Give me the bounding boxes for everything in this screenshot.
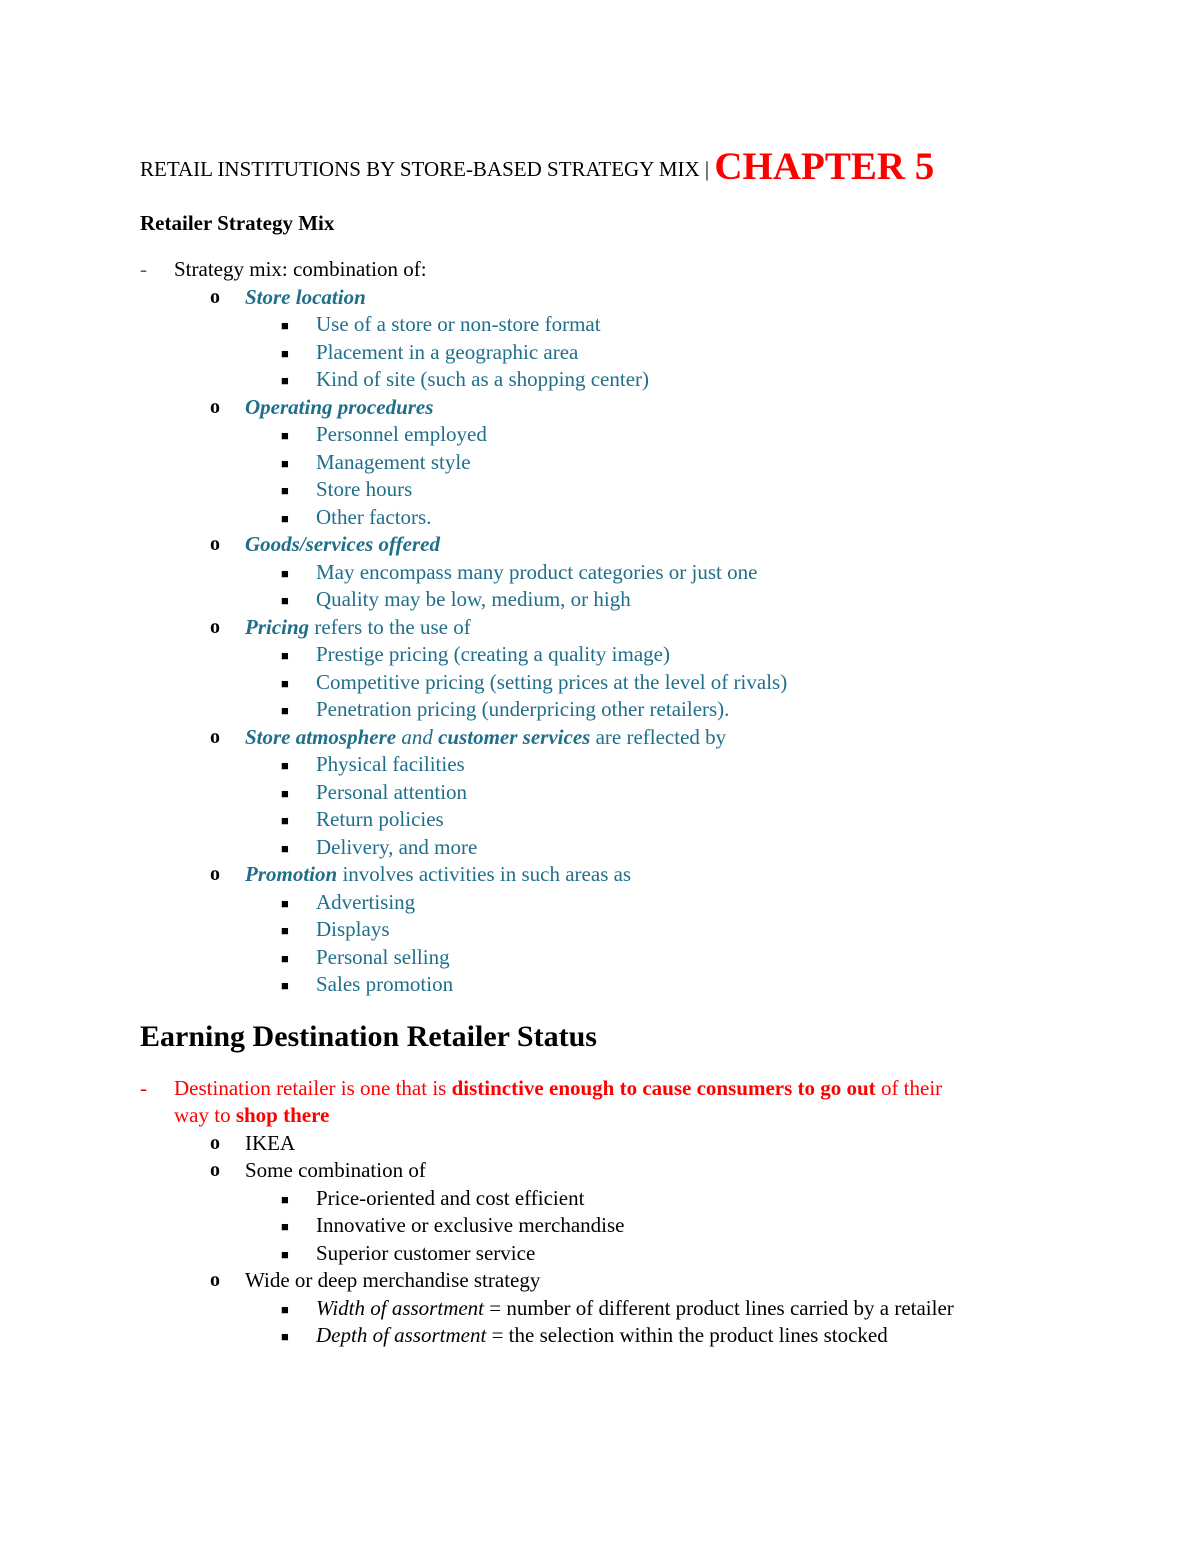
circle-bullet: o (210, 395, 220, 418)
intro-text-1: Destination retailer is one that is (174, 1075, 452, 1100)
definition-term: Depth of assortment (316, 1323, 487, 1347)
square-bullet: ■ (281, 1246, 289, 1262)
group-heading (140, 861, 1060, 889)
group-heading (140, 614, 1060, 642)
list-item (140, 834, 1060, 862)
list-item (140, 476, 1060, 504)
list-item (140, 504, 1060, 532)
list-item (140, 1075, 1060, 1103)
square-bullet: ■ (281, 428, 289, 443)
list-item (140, 806, 1060, 834)
square-bullet: ■ (281, 565, 289, 581)
document-page (140, 138, 1060, 1350)
list-item (140, 1267, 1060, 1295)
square-bullet: ■ (281, 895, 289, 911)
square-bullet: ■ (281, 840, 289, 856)
list-item (140, 1240, 1060, 1268)
intro-text-2: of their (875, 1075, 943, 1100)
list-item-text: Sales promotion (316, 972, 454, 996)
group-heading-text: Store location (245, 284, 366, 309)
group-heading (140, 724, 1060, 752)
document-header (140, 138, 1060, 196)
section-title-destination-retailer: Earning Destination Retailer Status (140, 1019, 597, 1053)
square-bullet: ■ (281, 1301, 289, 1317)
group-heading-text: Store atmosphere (245, 724, 397, 749)
intro-text-3: way to (174, 1103, 236, 1127)
square-bullet: ■ (281, 373, 289, 388)
list-item (140, 366, 1060, 394)
list-item-text: Personal attention (316, 779, 468, 804)
list-item (140, 641, 1060, 669)
group-heading-text: Goods/services offered (245, 532, 440, 556)
list-item-text: Innovative or exclusive merchandise (316, 1213, 625, 1237)
list-item (140, 1185, 1060, 1213)
circle-bullet: o (210, 1269, 220, 1291)
dash-bullet: - (140, 257, 147, 281)
list-item (140, 889, 1060, 917)
circle-bullet: o (210, 533, 220, 555)
square-bullet: ■ (281, 318, 289, 333)
square-bullet: ■ (281, 455, 289, 471)
square-bullet: ■ (281, 1219, 289, 1234)
list-item (140, 311, 1060, 339)
list-item-text: Superior customer service (316, 1240, 536, 1265)
circle-bullet: o (210, 863, 220, 885)
square-bullet: ■ (281, 703, 289, 718)
list-item-text: IKEA (245, 1130, 296, 1155)
list-item (140, 944, 1060, 972)
square-bullet: ■ (281, 1191, 289, 1207)
list-item-text: Physical facilities (316, 752, 465, 776)
square-bullet: ■ (281, 758, 289, 773)
list-item (140, 1322, 1060, 1350)
dash-bullet: - (140, 1075, 147, 1100)
list-item-text: Price-oriented and cost efficient (316, 1185, 585, 1210)
list-item-text: Competitive pricing (setting prices at the level of rivals) (316, 669, 788, 694)
group-heading-text-2: customer services (438, 724, 591, 749)
group-heading (140, 284, 1060, 312)
list-item (140, 916, 1060, 944)
list-item-text: Penetration pricing (underpricing other retailers). (316, 697, 730, 721)
list-item-text: Use of a store or non-store format (316, 312, 601, 336)
group-heading (140, 394, 1060, 422)
list-item-text: Personnel employed (316, 422, 487, 446)
list-item-text: Prestige pricing (creating a quality image) (316, 642, 670, 666)
list-item-text: Quality may be low, medium, or high (316, 587, 631, 611)
circle-bullet: o (210, 725, 220, 748)
list-item-text: Advertising (316, 889, 416, 914)
circle-bullet: o (210, 615, 220, 638)
list-item (140, 586, 1060, 614)
list-item-text: Delivery, and more (316, 834, 478, 859)
group-heading-connector: and (396, 724, 439, 749)
list-item-text: Displays (316, 917, 390, 941)
list-item (140, 449, 1060, 477)
list-item-text: Some combination of (245, 1158, 426, 1182)
list-item-text: Management style (316, 449, 471, 474)
group-heading-text: Operating procedures (245, 394, 434, 419)
list-item (140, 339, 1060, 367)
list-item-text: Wide or deep merchandise strategy (245, 1268, 541, 1292)
list-item-text: Placement in a geographic area (316, 339, 579, 364)
list-item (140, 256, 1060, 284)
square-bullet: ■ (281, 345, 289, 361)
document-title: RETAIL INSTITUTIONS BY STORE-BASED STRATEGY MIX | (140, 157, 715, 181)
list-item (140, 1295, 1060, 1323)
list-item-text: Store hours (316, 477, 413, 501)
group-heading-suffix: involves activities in such areas as (337, 862, 632, 886)
definition-term: Width of assortment (316, 1295, 485, 1320)
list-item-text: May encompass many product categories or just one (316, 559, 758, 584)
definition-text: = the selection within the product lines stocked (486, 1323, 888, 1347)
square-bullet: ■ (281, 648, 289, 663)
list-item (140, 559, 1060, 587)
list-item (140, 779, 1060, 807)
circle-bullet: o (210, 1159, 220, 1181)
square-bullet: ■ (281, 785, 289, 801)
square-bullet: ■ (281, 923, 289, 938)
list-item (140, 1130, 1060, 1158)
chapter-label: CHAPTER 5 (714, 145, 935, 188)
square-bullet: ■ (281, 813, 289, 828)
square-bullet: ■ (281, 978, 289, 993)
square-bullet: ■ (281, 593, 289, 608)
list-item (140, 751, 1060, 779)
group-heading-suffix: refers to the use of (309, 614, 471, 639)
group-heading-suffix: are reflected by (590, 724, 727, 749)
intro-emphasis-2: shop there (235, 1103, 330, 1127)
list-item-text: Personal selling (316, 944, 450, 969)
list-item (140, 696, 1060, 724)
list-item-text: Other factors. (316, 504, 432, 529)
list-item-text: Strategy mix: combination of: (174, 257, 427, 281)
square-bullet: ■ (281, 950, 289, 966)
list-item (140, 669, 1060, 697)
circle-bullet: o (210, 285, 220, 308)
list-item (140, 1157, 1060, 1185)
section-title-strategy-mix: Retailer Strategy Mix (140, 211, 335, 235)
group-heading (140, 531, 1060, 559)
intro-emphasis-1: distinctive enough to cause consumers to go out (451, 1075, 876, 1100)
list-item-continuation (140, 1102, 1060, 1130)
square-bullet: ■ (281, 1329, 289, 1344)
group-heading-text: Pricing (245, 614, 310, 639)
square-bullet: ■ (281, 510, 289, 526)
circle-bullet: o (210, 1131, 220, 1154)
group-heading-text: Promotion (245, 862, 338, 886)
list-item-text: Kind of site (such as a shopping center) (316, 367, 649, 391)
list-item (140, 1212, 1060, 1240)
list-item (140, 421, 1060, 449)
square-bullet: ■ (281, 675, 289, 691)
list-item (140, 971, 1060, 999)
list-item-text: Return policies (316, 807, 444, 831)
square-bullet: ■ (281, 483, 289, 498)
definition-text: = number of different product lines carried by a retailer (484, 1295, 954, 1320)
